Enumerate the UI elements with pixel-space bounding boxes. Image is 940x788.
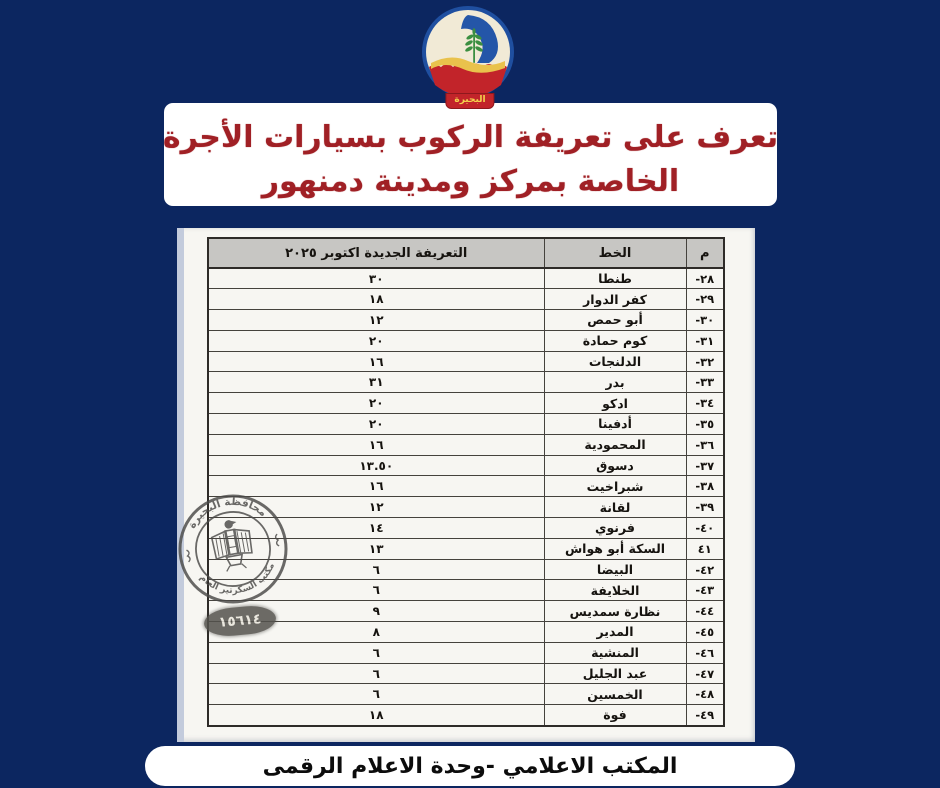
cell-serial: -٤٨ (686, 684, 724, 705)
cell-fare: ٩ (208, 601, 544, 622)
cell-fare: ١٦ (208, 476, 544, 497)
cell-route: ادكو (544, 393, 686, 414)
table-header-row (208, 238, 724, 268)
cell-fare: ١٨ (208, 705, 544, 726)
cell-serial: -٤٢ (686, 559, 724, 580)
cell-serial: -٣٦ (686, 434, 724, 455)
cell-fare: ١٢ (208, 310, 544, 331)
cell-route: فرنوي (544, 518, 686, 539)
cell-serial: -٤٠ (686, 518, 724, 539)
cell-fare: ٦ (208, 642, 544, 663)
table-row (208, 414, 724, 435)
cell-fare: ٣١ (208, 372, 544, 393)
table-row (208, 393, 724, 414)
table-row (208, 289, 724, 310)
table-row (208, 268, 724, 289)
header-fare: التعريفة الجديدة اكتوبر ٢٠٢٥ (208, 238, 544, 268)
table-row (208, 434, 724, 455)
header-route: الخط (544, 238, 686, 268)
cell-fare: ١٢ (208, 497, 544, 518)
table-row (208, 351, 724, 372)
cell-route: كوم حمادة (544, 330, 686, 351)
cell-fare: ١٣ (208, 538, 544, 559)
cell-serial: -٣١ (686, 330, 724, 351)
cell-fare: ٨ (208, 622, 544, 643)
cell-fare: ١٦ (208, 351, 544, 372)
cell-fare: ١٤ (208, 518, 544, 539)
cell-fare: ٦ (208, 684, 544, 705)
title-banner (164, 103, 777, 206)
cell-serial: -٤٩ (686, 705, 724, 726)
table-row (208, 310, 724, 331)
cell-fare: ٦ (208, 580, 544, 601)
cell-route: المحمودية (544, 434, 686, 455)
logo-ribbon-label: البحيرة (445, 93, 494, 109)
cell-serial: -٣٧ (686, 455, 724, 476)
cell-serial: -٣٠ (686, 310, 724, 331)
title-line-1: تعرف على تعريفة الركوب بسيارات الأجرة (162, 119, 779, 155)
cell-serial: -٤٤ (686, 601, 724, 622)
cell-route: السكة أبو هواش (544, 538, 686, 559)
cell-serial: -٣٥ (686, 414, 724, 435)
table-row (208, 476, 724, 497)
cell-fare: ١٨ (208, 289, 544, 310)
header-serial: م (686, 238, 724, 268)
table-row (208, 705, 724, 726)
governorate-emblem-icon (421, 5, 515, 99)
cell-fare: ٢٠ (208, 330, 544, 351)
table-row (208, 663, 724, 684)
governorate-stamp-icon (165, 481, 302, 618)
cell-route: المنشية (544, 642, 686, 663)
cell-route: فوة (544, 705, 686, 726)
cell-serial: -٣٢ (686, 351, 724, 372)
cell-route: البيضا (544, 559, 686, 580)
cell-route: أبو حمص (544, 310, 686, 331)
cell-route: بدر (544, 372, 686, 393)
fare-table (207, 237, 725, 727)
cell-serial: -٤٧ (686, 663, 724, 684)
cell-route: أدفينا (544, 414, 686, 435)
cell-fare: ٢٠ (208, 414, 544, 435)
table-row (208, 330, 724, 351)
cell-serial: -٣٩ (686, 497, 724, 518)
cell-route: نظارة سمديس (544, 601, 686, 622)
cell-route: شبراخيت (544, 476, 686, 497)
cell-route: طنطا (544, 268, 686, 289)
cell-serial: -٤٦ (686, 642, 724, 663)
footer-text: المكتب الاعلامي -وحدة الاعلام الرقمى (262, 753, 678, 779)
cell-fare: ٣٠ (208, 268, 544, 289)
cell-route: كفر الدوار (544, 289, 686, 310)
table-row (208, 601, 724, 622)
table-row (208, 622, 724, 643)
cell-serial: -٣٨ (686, 476, 724, 497)
cell-fare: ٦ (208, 663, 544, 684)
cell-route: الخلايفة (544, 580, 686, 601)
footer-banner (145, 746, 795, 786)
cell-route: الخمسين (544, 684, 686, 705)
title-line-2: الخاصة بمركز ومدينة دمنهور (261, 163, 680, 199)
cell-serial: -٣٣ (686, 372, 724, 393)
table-row (208, 372, 724, 393)
beheira-governorate-logo (421, 5, 519, 117)
fare-table-body (208, 268, 724, 726)
stamp-top-text: محافظة البحيرة (185, 495, 269, 531)
number-stamp: ١٥٦١٤ (203, 604, 277, 638)
cell-fare: ١٦ (208, 434, 544, 455)
table-row (208, 642, 724, 663)
cell-serial: ٤١ (686, 538, 724, 559)
cell-serial: -٣٤ (686, 393, 724, 414)
cell-route: المدير (544, 622, 686, 643)
table-row (208, 684, 724, 705)
cell-serial: -٤٥ (686, 622, 724, 643)
stamp-bottom-text: مكتب السكرتير العام (197, 561, 278, 597)
cell-route: الدلنجات (544, 351, 686, 372)
cell-fare: ٦ (208, 559, 544, 580)
cell-serial: -٤٣ (686, 580, 724, 601)
cell-serial: -٢٨ (686, 268, 724, 289)
table-row (208, 455, 724, 476)
cell-serial: -٢٩ (686, 289, 724, 310)
cell-fare: ١٣.٥٠ (208, 455, 544, 476)
cell-fare: ٢٠ (208, 393, 544, 414)
cell-route: لقانة (544, 497, 686, 518)
cell-route: دسوق (544, 455, 686, 476)
cell-route: عبد الجليل (544, 663, 686, 684)
